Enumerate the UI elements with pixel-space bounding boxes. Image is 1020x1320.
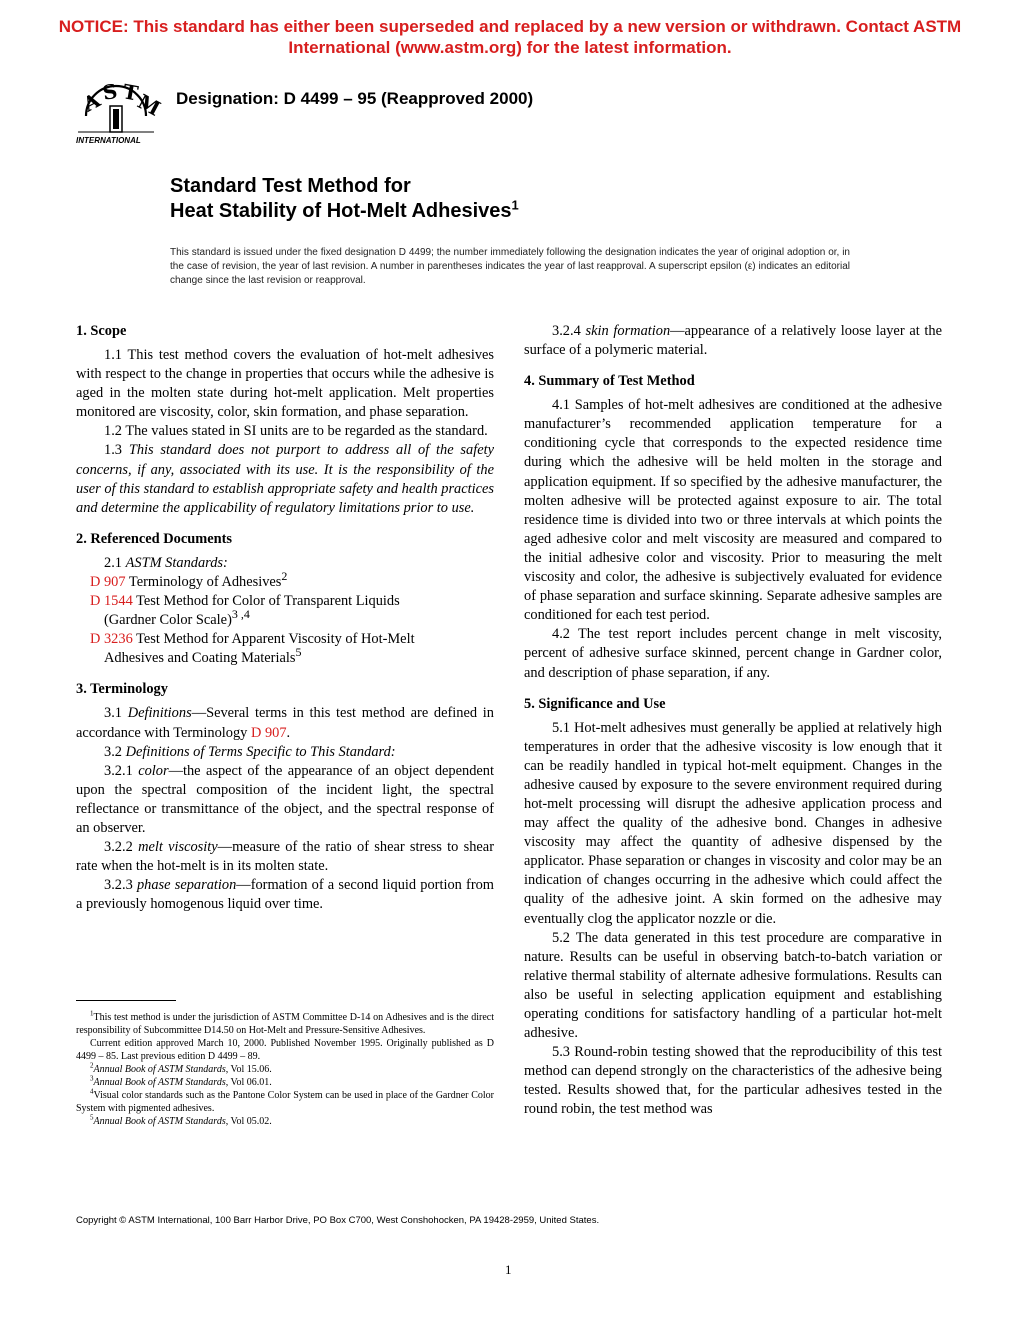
footnotes: [76, 1011, 494, 1128]
paragraph-5-1: 5.1 Hot-melt adhesives must generally be applied at relatively high temperatures in order that the adhesive viscosity is low enough that it can be readily handled in typical hot-melt equipment. Changes in the adhesive caused by exposure to the severe environment required during hot-melt processing will disrupt the adhesive application process and may affect the quality of the adhesive bond. Changes in adhesive viscosity may affect the quantity of adhesive dispensed by the applicator. Phase separation or changes in viscosity and color may be an indication of changes occurring in the adhesive which could affect the quality of the adhesive joint. A skin formed on the adhesive may eventually clog the applicator nozzle or die.: [524, 719, 942, 927]
footnote-5: [76, 1115, 494, 1128]
footnote-4: [76, 1089, 494, 1115]
right-column: [524, 322, 942, 1120]
term: color: [138, 762, 169, 779]
definition-text: —formation of a second liquid portion from a previously homogenous liquid over time.: [76, 877, 494, 913]
footnote-mark: 3: [90, 1074, 94, 1083]
footnote-2: [76, 1063, 494, 1076]
paragraph-number: 2.1: [104, 554, 122, 571]
footnote-mark: 5: [295, 645, 302, 660]
reference-title-continued: [90, 607, 494, 630]
paragraph-3-1: [76, 704, 494, 742]
reference-title: Test Method for Color of Transparent Liquids: [136, 593, 400, 610]
paragraph-3-2-1: [76, 762, 494, 838]
page-number: 1: [505, 1262, 512, 1277]
paragraph-5-2: 5.2 The data generated in this test procedure are comparative in nature. Results can be useful in observing batch-to-batch variation or relative thermal stability of alternate adhesive formulations. Results can also be useful in selecting application equipment and establishing operating conditions for satisfactory handling of a particular hot-melt adhesive.: [524, 929, 942, 1042]
book-title: Annual Book of ASTM Standards: [93, 1077, 226, 1088]
book-title: Annual Book of ASTM Standards: [93, 1116, 226, 1127]
definition-text: —the aspect of the appearance of an object dependent upon the spectral composition of the incident light, the spectral reflectance or transmittance of the object, and the spectral response of an observer.: [76, 762, 494, 836]
title-footnote-mark: 1: [511, 197, 519, 213]
reference-title-cont: (Gardner Color Scale): [104, 612, 232, 629]
document-title: [170, 174, 519, 224]
notice-line-2: International (www.astm.org) for the latest information.: [288, 38, 732, 57]
copyright-line: Copyright © ASTM International, 100 Barr Harbor Drive, PO Box C700, West Conshohocken, PA 19428-2959, United States.: [76, 1215, 600, 1226]
footnote-mark: 1: [90, 1009, 94, 1018]
paragraph-3-2-3: [76, 876, 494, 914]
book-title: Annual Book of ASTM Standards: [93, 1064, 226, 1075]
safety-caveat: This standard does not purport to address all of the safety concerns, if any, associated with its use. It is the responsibility of the user of this standard to establish appropriate safety and health practices and determine the applicability of regulatory limitations prior to use.: [76, 442, 494, 516]
svg-text:M: M: [133, 89, 164, 121]
paragraph-number: 1.3: [104, 442, 122, 459]
reference-title: Terminology of Adhesives: [128, 573, 282, 590]
footnote-divider: [76, 1000, 176, 1001]
paragraph-number: 3.2.4: [552, 323, 581, 339]
paragraph-1-2: 1.2 The values stated in SI units are to be regarded as the standard.: [104, 423, 488, 440]
left-column: [76, 322, 494, 914]
reference-link[interactable]: D 907: [250, 724, 287, 741]
title-line-2: [170, 198, 519, 224]
astm-standards-label: ASTM Standards:: [125, 554, 228, 571]
paragraph-number: 3.2.2: [104, 839, 133, 856]
reference-d907: [76, 569, 494, 592]
footnote-1-edition: Current edition approved March 10, 2000. Published November 1995. Originally published as D 4499 – 85. Last previous edition D 4499 – 89.: [76, 1038, 494, 1062]
footnote-text: Visual color standards such as the Pantone Color System can be used in place of the Gardner Color System with pigmented adhesives.: [76, 1090, 494, 1114]
svg-text:A: A: [79, 87, 105, 117]
paragraph-4-1: 4.1 Samples of hot-melt adhesives are conditioned at the adhesive manufacturer’s recommended application temperature for a conditioning cycle that corresponds to the expected residence time during which the adhesive will be held molten in the storage and application equipment. If so specified by the adhesive manufacturer, the molten adhesive will be protected against exposure to air. The total residence time is divided into two or three intervals at which points the aged adhesive color and melt viscosity are measured and compared to the initial adhesive color and viscosity. Prior to measuring the melt viscosity and color, the adhesive is subjectively evaluated for evidence of phase separation and surface skinning. Separate adhesive samples are conditioned for each test period.: [524, 397, 942, 624]
footnote-text: , Vol 06.01.: [225, 1077, 272, 1088]
definition-text: —appearance of a relatively loose layer at the surface of a polymeric material.: [524, 323, 942, 359]
term: melt viscosity: [138, 839, 218, 856]
subheading: Definitions of Terms Specific to This Standard:: [125, 743, 396, 760]
paragraph-1-3: [76, 441, 494, 517]
footnote-text: , Vol 05.02.: [225, 1116, 272, 1127]
reference-link[interactable]: D 3236: [90, 631, 133, 648]
footnote-mark: 4: [90, 1087, 94, 1096]
reference-link[interactable]: D 1544: [90, 593, 133, 610]
reference-title-cont: Adhesives and Coating Materials: [104, 650, 296, 667]
section-heading-summary: 4. Summary of Test Method: [524, 373, 695, 390]
paragraph-3-2-2: [76, 838, 494, 876]
footnote-mark: 2: [281, 569, 288, 584]
withdrawn-notice: [40, 16, 980, 58]
paragraph-1-1: 1.1 This test method covers the evaluation of hot-melt adhesives with respect to the change in properties that occurs while the adhesive is aged in the molten state during hot-melt application. Melt properties monitored are viscosity, color, skin formation, and phase separation.: [76, 347, 494, 421]
reference-d1544: [76, 592, 494, 630]
section-heading-scope: 1. Scope: [76, 323, 127, 339]
paragraph-number: 3.2.3: [104, 877, 133, 894]
logo-wordmark: INTERNATIONAL: [76, 136, 141, 145]
paragraph-4-2: 4.2 The test report includes percent change in melt viscosity, percent of adhesive surface skinned, percent change in Gardner color, and description of phase separation, if any.: [524, 626, 942, 681]
footnote-text: , Vol 15.06.: [225, 1064, 272, 1075]
notice-line-1: NOTICE: This standard has either been superseded and replaced by a new version or withdrawn. Contact ASTM: [58, 17, 962, 36]
reference-d3236: [76, 630, 494, 668]
footnote-mark: 2: [90, 1061, 94, 1070]
reference-title-continued: [90, 645, 494, 668]
svg-text:T: T: [121, 79, 140, 106]
footnote-mark: 3 ,4: [231, 607, 250, 622]
term: phase separation: [136, 877, 237, 894]
title-line-1: Standard Test Method for: [170, 175, 411, 197]
paragraph-5-3: 5.3 Round-robin testing showed that the reproducibility of this test method can depend strongly on the characteristics of the adhesive being tested. Results showed that, for the particular adhesives tested in the round robin, the test method was: [524, 1044, 942, 1118]
term: skin formation: [585, 323, 671, 339]
definition-text: —measure of the ratio of shear stress to shear rate when the hot-melt is in its molten state.: [76, 839, 494, 875]
issuance-statement: This standard is issued under the fixed designation D 4499; the number immediately following the designation indicates the year of original adoption or, in the case of revision, the year of last revision. A number in parentheses indicates the year of last reapproval. A superscript epsilon (ε) indicates an editorial change since the last revision or reapproval.: [170, 247, 850, 286]
footnote-text: This test method is under the jurisdiction of ASTM Committee D-14 on Adhesives and is the direct responsibility of Subcommittee D14.50 on Hot-Melt and Pressure-Sensitive Adhesives.: [76, 1012, 494, 1036]
footnote-mark: 5: [90, 1113, 94, 1122]
footnote-1: [76, 1011, 494, 1037]
definition-text: —Several terms in this test method are defined in accordance with Terminology: [76, 705, 494, 741]
term: Definitions: [127, 705, 192, 722]
paragraph-3-2-4: [524, 322, 942, 360]
astm-logo-icon: [74, 76, 164, 150]
reference-link[interactable]: D 907: [90, 573, 126, 590]
svg-text:S: S: [100, 78, 120, 105]
section-heading-referenced-documents: 2. Referenced Documents: [76, 530, 232, 547]
section-heading-terminology: 3. Terminology: [76, 681, 168, 698]
footnote-3: [76, 1076, 494, 1089]
title-main: Heat Stability of Hot-Melt Adhesives: [170, 200, 512, 222]
definition-text-end: .: [286, 724, 291, 741]
reference-title: Test Method for Apparent Viscosity of Hot-Melt: [136, 631, 415, 648]
paragraph-number: 3.2: [104, 743, 122, 760]
designation: Designation: D 4499 – 95 (Reapproved 2000): [176, 89, 534, 108]
paragraph-number: 3.1: [104, 705, 122, 722]
paragraph-3-2: [76, 743, 494, 762]
section-heading-significance: 5. Significance and Use: [524, 695, 666, 712]
paragraph-number: 3.2.1: [104, 762, 133, 779]
